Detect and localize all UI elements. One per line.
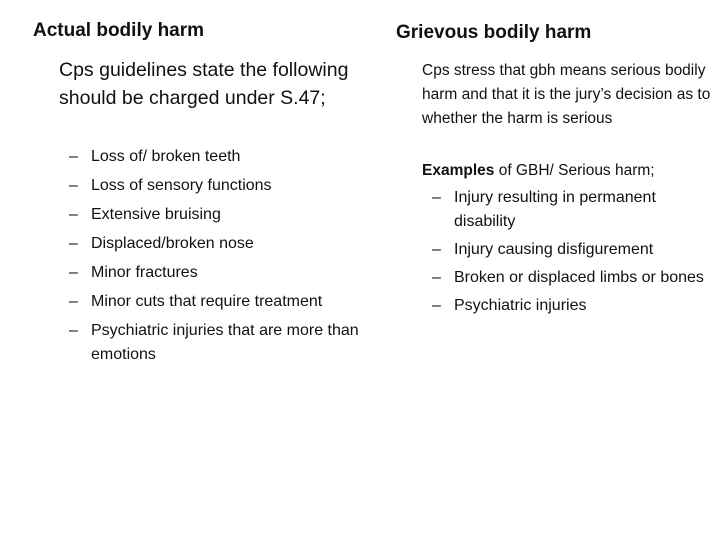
gbh-list [432,186,712,322]
dash-bullet: – [69,206,78,223]
gbh-intro: Cps stress that gbh means serious bodily harm and that it is the jury’s decision as to whether the harm is serious [422,62,711,127]
list-item-text: Psychiatric injuries that are more than emotions [91,322,359,363]
dash-bullet: – [432,189,441,206]
dash-bullet: – [69,293,78,310]
examples-rest-text: of GBH/ Serious harm; [494,162,655,179]
dash-bullet: – [432,297,441,314]
gbh-heading: Grievous bodily harm [396,22,592,43]
list-item [69,261,359,285]
dash-bullet: – [69,264,78,281]
dash-bullet: – [69,322,78,339]
list-item-text: Minor cuts that require treatment [91,293,323,310]
list-item-text: Minor fractures [91,264,198,281]
list-item-text: Broken or displaced limbs or bones [454,269,704,286]
abh-list [69,145,359,372]
list-item-text: Displaced/broken nose [91,235,254,252]
dash-bullet: – [432,269,441,286]
list-item-text: Extensive bruising [91,206,221,223]
list-item-text: Psychiatric injuries [454,297,587,314]
list-item-text: Loss of sensory functions [91,177,272,194]
dash-bullet: – [69,235,78,252]
list-item [432,294,712,318]
list-item [69,290,359,314]
list-item-text: Injury causing disfigurement [454,241,654,258]
dash-bullet: – [69,177,78,194]
abh-intro: Cps guidelines state the following should be charged under S.47; [59,59,349,109]
list-item [432,186,712,234]
examples-bold-word: Examples [422,162,495,179]
abh-heading: Actual bodily harm [33,20,205,41]
list-item [432,266,712,290]
list-item [69,174,359,198]
list-item-text: Loss of/ broken teeth [91,148,241,165]
list-item [69,203,359,227]
dash-bullet: – [69,148,78,165]
list-item-text: Injury resulting in permanent disability [454,189,656,230]
list-item [432,238,712,262]
list-item [69,319,359,367]
list-item [69,232,359,256]
dash-bullet: – [432,241,441,258]
list-item [69,145,359,169]
gbh-examples-label [422,159,655,183]
